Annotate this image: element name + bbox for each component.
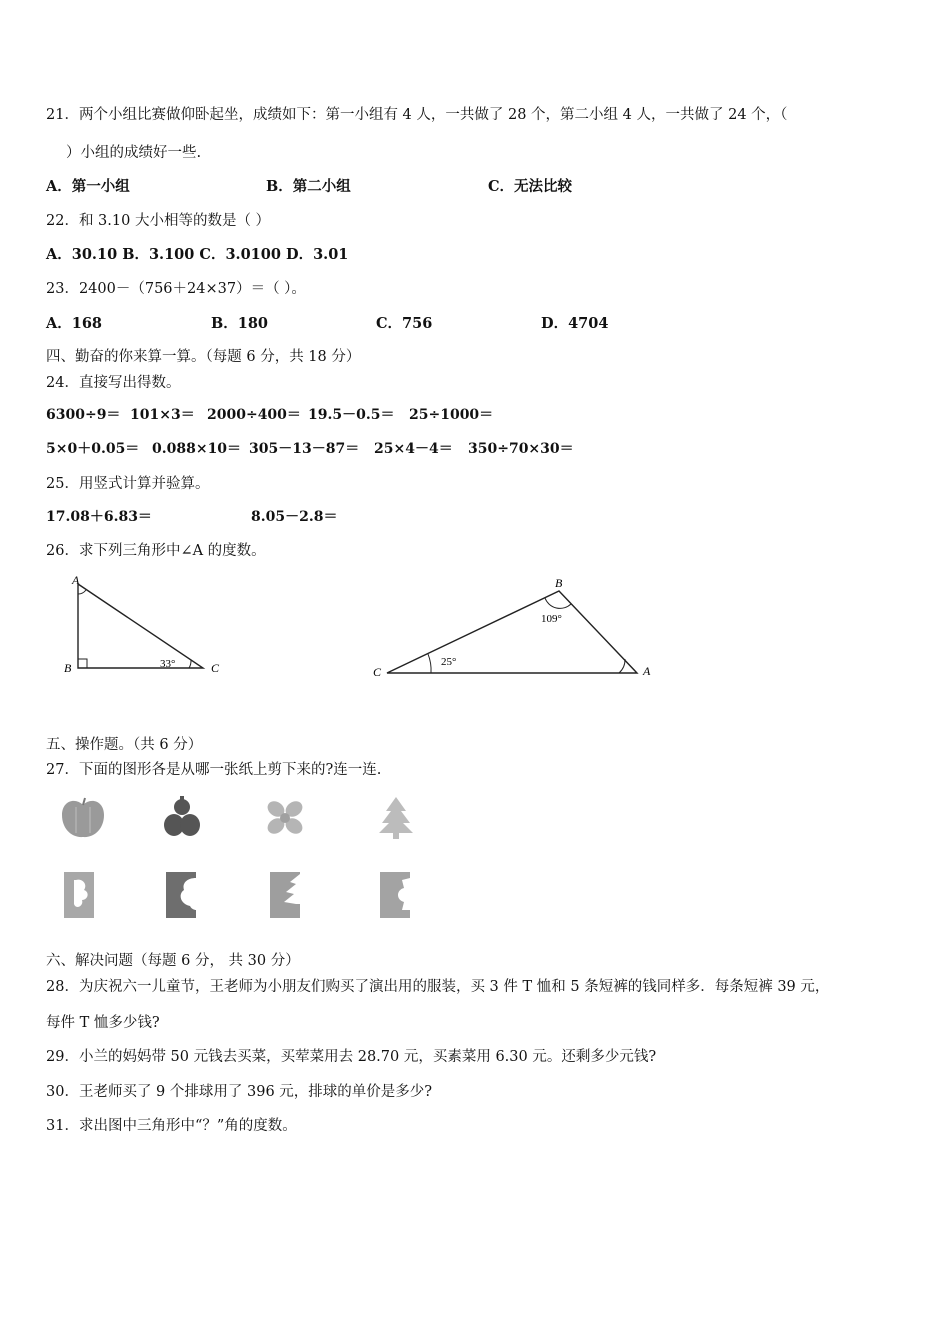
q27-text: 27．下面的图形各是从哪一张纸上剪下来的?连一连.: [46, 762, 382, 778]
q24-expr: 0.088×10＝: [152, 441, 242, 457]
section4-heading: 四、勤奋的你来算一算。（每题 6 分，共 18 分）: [46, 349, 361, 365]
flower-shape-icon: [262, 795, 308, 841]
triangle-1-angle: 33°: [160, 658, 176, 670]
q24-expr: 25×4－4＝: [374, 441, 453, 457]
q23-option-c: C．756: [376, 315, 433, 332]
q24-text: 24．直接写出得数。: [46, 375, 181, 391]
q28-line1: 28．为庆祝六一儿童节，王老师为小朋友们购买了演出用的服装，买 3 件 T 恤和 5 条短裤的钱同样多．每条短裤 39 元，: [46, 979, 830, 995]
q24-expr: 350÷70×30＝: [468, 441, 574, 457]
q23-text: 23．2400－（756＋24×37）＝（ ）。: [46, 281, 306, 297]
q25-text: 25．用竖式计算并验算。: [46, 476, 210, 492]
triangle-1-label-a: A: [72, 573, 80, 587]
q26-text: 26．求下列三角形中∠A 的度数。: [46, 543, 266, 559]
q24-expr: 305－13－87＝: [249, 441, 360, 457]
q24-expr: 19.5－0.5＝: [308, 407, 395, 423]
q21-option-c: C．无法比较: [488, 178, 573, 195]
q25-expr: 17.08＋6.83＝: [46, 509, 152, 525]
triangle-2-angle-b: 109°: [541, 613, 562, 625]
paper-piece-4-icon: [374, 868, 416, 922]
q25-expr: 8.05－2.8＝: [251, 509, 338, 525]
q24-expr: 5×0＋0.05＝: [46, 441, 140, 457]
q31-text: 31．求出图中三角形中“？”角的度数。: [46, 1118, 297, 1134]
paper-piece-2-icon: [160, 868, 202, 922]
triangle-1-figure: [50, 570, 240, 685]
q30-text: 30．王老师买了 9 个排球用了 396 元，排球的单价是多少?: [46, 1084, 433, 1100]
q21-option-a: A．第一小组: [46, 178, 130, 195]
q24-expr: 101×3＝: [130, 407, 195, 423]
q24-expr: 6300÷9＝: [46, 407, 121, 423]
triangle-2-label-a: A: [643, 664, 651, 678]
q24-expr: 25÷1000＝: [409, 407, 494, 423]
q23-option-a: A．168: [46, 315, 103, 332]
triangle-2-label-b: B: [555, 576, 563, 590]
q23-option-d: D．4704: [541, 315, 609, 332]
tree-shape-icon: [374, 795, 418, 841]
paper-piece-3-icon: [264, 868, 306, 922]
apple-shape-icon: [58, 795, 108, 841]
q21-option-b: B．第二小组: [266, 178, 351, 195]
section5-heading: 五、操作题。（共 6 分）: [46, 737, 203, 753]
triangle-1-label-b: B: [64, 661, 72, 675]
q24-expr: 2000÷400＝: [207, 407, 301, 423]
paper-piece-1-icon: [58, 868, 100, 922]
triangle-2-figure: [365, 570, 665, 685]
q21-line2: ）小组的成绩好一些.: [66, 145, 202, 161]
q23-option-b: B．180: [211, 315, 269, 332]
q22-options: A．30.10 B．3.100 C．3.0100 D．3.01: [46, 246, 349, 263]
q28-line2: 每件 T 恤多少钱?: [46, 1015, 160, 1031]
triangle-1-label-c: C: [211, 661, 220, 675]
q21-line1: 21．两个小组比赛做仰卧起坐，成绩如下：第一小组有 4 人，一共做了 28 个，第二小组 4 人，一共做了 24 个，（: [46, 107, 788, 123]
gourd-shape-icon: [160, 795, 204, 841]
q22-text: 22．和 3.10 大小相等的数是（ ）: [46, 213, 271, 229]
triangle-2-label-c: C: [373, 665, 382, 679]
q29-text: 29．小兰的妈妈带 50 元钱去买菜，买荤菜用去 28.70 元，买素菜用 6.30 元。还剩多少元钱?: [46, 1049, 657, 1065]
triangle-2-angle-c: 25°: [441, 656, 457, 668]
section6-heading: 六、解决问题（每题 6 分， 共 30 分）: [46, 953, 300, 969]
